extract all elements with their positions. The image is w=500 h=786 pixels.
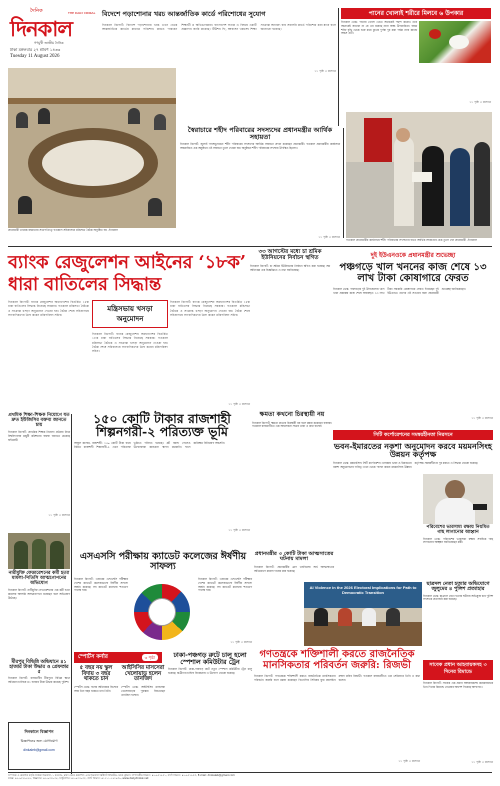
panchagarh-body: দিনকাল ডেস্ক: পঞ্চগড়ের দুই উপজেলায় খাল খনন প্রকল্পের কাজ শেষে অব্যবহৃত ১৩ লাখ টাকা সরকারি কোষাগারে ফেরত দিয়েছেন দুই ইউএনও। তাদের এই সততার জন্য প্রধানমন্ত্রী শুভেচ্ছা জানিয়েছেন। [333,287,466,295]
footer [8,774,492,786]
hajj-headline[interactable]: প্রধানমন্ত্রীর ৩ কোটি টাকা আত্মসাতের ঘটনায় মামলা [254,551,334,563]
mobile-story-headline[interactable]: ৩৩ আগস্টের মধ্যে চা শ্রমিক ইউনিয়নের নির্বাচন স্থগিত [258,249,322,261]
city-body: দিনকাল ডেস্ক: ময়মনসিংহ সিটি কর্পোরেশন এলাকায় ভবন ও ইমারতের নকশা অনুমোদনের দায়িত্ব এখন থেকে পালন করবে ময়মনসিংহ উন্নয়ন কর্তৃপক্ষ। সমন্বয়হীনতা দূর করতে এ সিদ্ধান্ত নেওয়া হয়েছে। [333,460,478,469]
cabinet-meeting-photo [8,68,176,228]
seminar-photo [304,582,422,646]
bank-story-subbox-text: মন্ত্রিসভায় খসড়া অনুমোদন [107,304,153,323]
minister-headline[interactable]: পরিবেশের ভারসাম্য রক্ষায় নিয়মিত গাছ লাগানোর আহ্বান [426,525,490,535]
horizontal-rule [8,246,492,247]
left-bottom-headline[interactable]: নারীমুক্তি ফেডারেশনের কর্মী হত্যা মামলা-পিতিসি আত্মগোপনের অভিযোগ [8,571,70,586]
sports-mid-body: স্পোর্টস ডেস্ক: আইসিসির মাসসেরা খেলোয়াড়ের পুরস্কার জিতেছেন তানজিদ হাসান। [121,685,165,697]
ad-box[interactable] [8,722,70,770]
right-bottom-continued[interactable]: ১১ পৃষ্ঠা ৩ কলামে [471,760,493,764]
left-col-headline[interactable]: প্রথমিক শিক্ষা-শিক্ষক নিয়োগে যত দ্রুত ইউজিসির বক্তব্য জানতে চায় [8,413,70,428]
sidebar-top-banner-text[interactable]: পানের খোলাই শরীরে মিলবে ৬ উপকার [368,10,464,17]
sidebar-top-continued[interactable]: ১১ পৃষ্ঠা ৩ কলামে [469,100,491,104]
ad-line2: বিজ্ঞাপনের জন্য যোগাযোগ [20,739,58,743]
bank-story-continued[interactable]: ১১ পৃষ্ঠা ৩ কলামে [228,402,250,406]
minister-body: দিনকাল ডেস্ক: পরিবেশের ভারসাম্য রক্ষায় সবাইকে গাছ লাগানোর আহ্বান জানিয়েছেন মন্ত্রী। [423,536,493,545]
power-story [252,412,332,550]
mobile-story-body: দিনকাল রিপোর্ট: চা শ্রমিক ইউনিয়নের নির্বাচন স্থগিত করা হয়েছে। শ্রম অধিদপ্তর এক বিজ্ঞপ্তিতে এ তথ্য জানিয়েছে। [250,263,330,272]
sports-left-story [74,666,118,770]
sports-left-body: স্পোর্টস ডেস্ক: দলের অধিনায়ক হিসেবে আর তিন বছর থাকতে চান তিনি। [74,685,118,693]
rajshahi-continued[interactable]: ১১ পৃষ্ঠা ৩ কলামে [228,528,250,533]
rajshahi-story [74,412,250,550]
bangla-date: ঢাকা মঙ্গলবার ২৭ শ্রাবণ ১৪৩৩ [10,47,61,52]
ssc-body-left: দিনকাল রিপোর্ট: এবারের এসএসসি পরীক্ষায় দেশের ক্যাডেট কলেজগুলো ঈর্ষণীয় সাফল্য অর্জন করেছে। সব ক্যাডেট কলেজে শতভাগ পাসের হার। [74,577,128,593]
aid-story [180,127,340,239]
city-banner-text: সিটি কর্পোরেশনের সমন্বয়হীনতা নিরসনে [373,432,453,438]
logo-english: THE DAILY DINKAL [68,11,96,15]
minister-photo [423,474,493,524]
panchagarh-story [333,250,493,426]
aid-story-headline[interactable]: স্বৈরাচারে শহীদ পরিবারের সদস্যদের প্রধানমন্ত্রীর আর্থিক সহায়তা [187,126,333,141]
city-headline[interactable]: ভবন-ইমারতের নকশা অনুমোদন করবে ময়মনসিংহ উন্নয়ন কর্তৃপক্ষ [334,441,492,460]
army-photo [8,533,70,569]
panchagarh-continued[interactable]: ১১ পৃষ্ঠা ৩ কলামে [471,416,493,420]
sidebar-top-banner [341,8,491,19]
rajshahi-headline[interactable]: ১৫০ কোটি টাকার রাজশাহী শিল্পনগরী-২ পরিত্যক্ত ভূমি [93,411,231,440]
train-headline[interactable]: ঢাকা-পঞ্চগড় রুটে চালু হলো স্পেশাল কমিউটার ট্রেন [173,651,247,666]
election-headline[interactable]: গণতন্ত্রকে শক্তিশালী করতে রাজনৈতিক মানসিকতার পরিবর্তন জরুরি: রিজভী [259,649,415,671]
top-story-continued[interactable]: ১১ পৃষ্ঠা ৩ কলামে [314,69,336,73]
logo: দিনকাল [10,16,73,41]
tagline: গণমুখী জাতীয় দৈনিক [34,41,64,45]
food-photo [419,21,491,63]
right-mid-story [423,582,493,656]
footer-line2: ফ্যাক্স: ০২-৯৫৭৮৪২৪, বিজ্ঞাপন: ০২-৯৫৭৮৫৪, সার্কুলেশন: ০২-৯৫৭৮৫৫, বার্তা বিভাগ: ০১৭১১-১৬৭৮৩৯, www.dailydinkal.net [8,777,149,781]
mobile-story [250,250,330,412]
sports-mid-headline[interactable]: আইসিসির মাসসেরা খেলোয়াড় হলেন তানজিদ [121,665,165,683]
left-col-body: দিনকাল রিপোর্ট: প্রাথমিক শিক্ষক নিয়োগ প্রক্রিয়া নিয়ে বিশ্ববিদ্যালয় মঞ্জুরী কমিশনের বক্তব্য জানতে চেয়েছে হাইকোর্ট। [8,430,70,443]
cadet-emblem [130,580,194,642]
pm-aid-photo [346,112,492,238]
ssc-continued[interactable]: ১১ পৃষ্ঠা ৩ কলামে [230,640,252,644]
sports-badge[interactable]: ৩ পৃষ্ঠা [142,654,158,661]
aid-story-body: দিনকাল রিপোর্ট: জুলাই গণঅভ্যুত্থানে শহীদ পরিবারের সদস্যদের আর্থিক সহায়তা প্রদান করেছেন প্রধানমন্ত্রী। গতকাল প্রধানমন্ত্রীর কার্যালয়ে আয়োজিত এক অনুষ্ঠানে এই সহায়তা তুলে দেওয়া হয়। অনুষ্ঠানে শহীদ পরিবারের সদস্যরা উপস্থিত ছিলেন। [180,141,340,150]
train-body: দিনকাল রিপোর্ট: ঢাকা-পঞ্চগড় রুটে নতুন স্পেশাল কমিউটার ট্রেন চালু হয়েছে। যাত্রীদের চাহিদা বিবেচনায় এ উদ্যোগ নেওয়া হয়েছে। [168,667,252,676]
aid-story-continued[interactable]: ১১ পৃষ্ঠা ৩ কলামে [318,234,340,239]
top-story-headline[interactable]: বিদেশে পড়াশোনার খরচ আন্তর্জাতিক কার্ডে পরিশোধের সুযোগ [102,10,266,18]
sports-label[interactable]: স্পোর্টস কর্নার [78,654,108,660]
bank-story-headline-text[interactable]: ব্যাংক রেজুলেশন আইনের ‘১৮ক’ ধারা বাতিলের সিদ্ধান্ত [8,252,246,295]
hajj-body: দিনকাল রিপোর্ট: প্রধানমন্ত্রীর ত্রাণ তহবিলের অর্থ আত্মসাতের অভিযোগে মামলা দায়ের করা হয়েছে। [254,564,334,573]
top-story [102,8,336,73]
sidebar-top-body: দিনকাল ডেস্ক: পানের খোলা খেতে অনেকেই পছন্দ করেন। তবে অনেকেই জানেন না যে এর রয়েছে নানা স্বাস্থ্য উপকারিতা। হজম শক্তি বৃদ্ধি থেকে শুরু করে মুখের দুর্গন্ধ দূর করা পর্যন্ত নানা কাজে আসে এটি। [341,20,417,36]
left-col-story [8,414,70,532]
mirpur-story [8,660,70,720]
photo-caption-right: গতকাল প্রধানমন্ত্রীর কার্যালয়ে শহীদ পরিবারের সদস্যদের হাতে আর্থিক সহায়তার চেক তুলে দেন প্রধানমন্ত্রী -দিনকাল [346,238,477,242]
ad-email[interactable]: dinkaleb@gmail.com [23,748,55,752]
english-date: Tuesday 11 August 2026 [10,54,60,59]
ad-line1: দিনকালে বিজ্ঞাপন [24,729,54,734]
right-mid-headline[interactable]: ছাত্রদল নেতা হত্যার অভিযোগে জুলুমের ৪ পুলিশ প্রত্যাহার [426,581,490,593]
election-continued[interactable]: ১১ পৃষ্ঠা ৩ কলামে [398,759,420,763]
right-bottom-body: দিনকাল রিপোর্ট: সাবেক এক প্রধান আহবায়কসহ কয়েকজনকে তিন দিনের রিমান্ডে নেওয়ার আদেশ দিয়েছে আদালত। [423,681,493,689]
sports-strip [74,652,162,663]
power-headline[interactable]: ক্ষমতা কখনো চিরস্থায়ী নয় [259,411,325,418]
masthead [10,8,102,68]
bank-story-body-2: দিনকাল রিপোর্ট: ব্যাংক রেজুলেশন অধ্যাদেশের বিতর্কিত ১৮ক ধারা বাতিলের সিদ্ধান্ত নিয়েছে সরকার। গতকাল মন্ত্রিসভা বৈঠকে এ সংক্রান্ত খসড়া অনুমোদন দেওয়া হয়। বৈঠক শেষে সচিবালয়ে সাংবাদিকদের ব্রিফ করেন মন্ত্রিপরিষদ সচিব। [92,332,168,354]
power-body: দিনকাল রিপোর্ট: ক্ষমতা কখনো চিরস্থায়ী নয় বলে মন্তব্য করেছেন বক্তারা। গতকাল রাজধানীতে এক আলোচনা সভায় তারা এ কথা বলেন। [252,420,332,429]
seminar-screen-text: AI Violence in the 2026 Electoral Implications for Path to Democratic Transition [309,585,417,595]
right-bottom-banner [423,660,493,680]
logo-small: দৈনিক [30,8,43,14]
sports-mid-story [121,666,165,770]
top-story-body: দিনকাল রিপোর্ট: বিদেশে পড়াশোনার খরচ এখন থেকে আন্তর্জাতিক কার্ডের মাধ্যমে পরিশোধ করতে পারবেন শিক্ষার্থী ও অভিভাবকরা। বাংলাদেশ ব্যাংক এ বিষয়ে একটি প্রজ্ঞাপন জারি করেছে। টিউশন ফি, আবাসন খরচসহ শিক্ষা সংক্রান্ত অন্যান্য ব্যয় সরাসরি কার্ডে পরিশোধ করা যাবে বলে জানানো হয়েছে। [102,23,336,32]
left-bottom-body: দিনকাল রিপোর্ট: নারীমুক্তি ফেডারেশনের এক কর্মী হত্যা মামলার আসামি আত্মগোপনে রয়েছেন বলে অভিযোগ উঠেছে। [8,588,70,601]
footer-line1: সম্পাদক ও প্রকাশক কর্তৃক দৈনিক দিনকাল, ১ বনগ্রাম, ঢাকা থেকে প্রকাশিত এবং দিনকাল প্রিন্টার্স লিমিটেড থেকে মুদ্রিত। সম্পাদকীয় বিভাগ: ০২-৯৫৭৮৫১, বার্তা বিভাগ: ০২-৯৫৭৮৫৩, E-mail: dinkaleb@gmail.com [8,774,235,777]
ssc-body-right: দিনকাল রিপোর্ট: এবারের এসএসসি পরীক্ষায় দেশের ক্যাডেট কলেজগুলো ঈর্ষণীয় সাফল্য অর্জন করেছে। সব ক্যাডেট কলেজে শতভাগ পাসের হার। [198,577,252,593]
election-body: দিনকাল রিপোর্ট: গণতন্ত্রকে শক্তিশালী করতে রাজনৈতিক মানসিকতার পরিবর্তন জরুরি বলে মন্তব্য করেছেন বিএনপির সিনিয়র যুগ্ম মহাসচিব রুহুল কবির রিজভী। গতকাল রাজধানীতে এক সেমিনারে তিনি এ কথা বলেন। [254,674,420,682]
sports-left-headline[interactable]: ৫ বছর নয় স্কুল বিদায় ৩ বছর থাকতে চান [79,665,113,683]
rajshahi-body: আবুল কালাম, রাজশাহী: ১৫০ কোটি টাকা ব্যয়ে নির্মিত রাজশাহী শিল্পনগরী-২ এখন পরিত্যক্ত ভূমিতে পরিণত হয়েছে। প্লট বরাদ্দ পেলেও উদ্যোক্তারা কারখানা স্থাপন করেননি। ফলে কাঙ্ক্ষিত বিনিয়োগ আসেনি। [74,441,225,450]
minister-story [423,526,493,580]
ssc-headline[interactable]: এসএসসি পরীক্ষায় ক্যাডেট কলেজের ঈর্ষণীয় সাফল্য [79,551,247,572]
photo-caption-left: প্রধানমন্ত্রী তারেক রহমানের সভাপতিত্বে গতকাল সচিবালয়ে মন্ত্রিসভা বৈঠক অনুষ্ঠিত হয় -দিনকাল [8,228,118,232]
column-rule [338,8,339,126]
column-rule [71,414,72,774]
election-story [254,650,420,770]
panchagarh-headline[interactable]: পঞ্চগড়ে খাল খননের কাজ শেষে ১৩ লাখ টাকা কোষাগারে ফেরত [339,262,487,284]
left-col-continued[interactable]: ১১ পৃষ্ঠা ৩ কলামে [48,513,70,518]
right-bottom-banner-text[interactable]: সাবেক প্রধান আহবায়কসহ ৩ দিনের রিমান্ডে [429,662,487,675]
city-banner [333,430,493,440]
right-mid-body: দিনকাল ডেস্ক: ছাত্রদল নেতা হত্যার ঘটনায় অভিযুক্ত চার পুলিশ সদস্যকে প্রত্যাহার করা হয়েছে। [423,593,493,602]
right-bottom-story [423,682,493,770]
bank-story-subbox [92,300,168,328]
bank-story-body-3: দিনকাল রিপোর্ট: ব্যাংক রেজুলেশন অধ্যাদেশের বিতর্কিত ১৮ক ধারা বাতিলের সিদ্ধান্ত নিয়েছে সরকার। গতকাল মন্ত্রিসভা বৈঠকে এ সংক্রান্ত খসড়া অনুমোদন দেওয়া হয়। বৈঠক শেষে সচিবালয়ে সাংবাদিকদের ব্রিফ করেন মন্ত্রিপরিষদ সচিব। [170,300,250,317]
bank-story-body: দিনকাল রিপোর্ট: ব্যাংক রেজুলেশন অধ্যাদেশের বিতর্কিত ১৮ক ধারা বাতিলের সিদ্ধান্ত নিয়েছে সরকার। গতকাল মন্ত্রিসভা বৈঠকে এ সংক্রান্ত খসড়া অনুমোদন দেওয়া হয়। বৈঠক শেষে সচিবালয়ে সাংবাদিকদের ব্রিফ করেন মন্ত্রিপরিষদ সচিব। [8,300,89,317]
left-bottom-story [8,572,70,658]
column-rule [343,128,344,238]
mirpur-body: দিনকাল রিপোর্ট: রাজধানীর মীরপুরে বিভিন্ন স্থানে অভিযান চালিয়ে ৪১ হাজার টাকা উদ্ধার করেছে পুলিশ। [8,676,70,684]
mirpur-headline[interactable]: মীরপুর বিভিন্নি অভিযানে ৪১ হাজার টাকা উদ্ধার ও গ্রেফতার ৫ [9,659,69,676]
train-story [168,652,252,770]
panchagarh-kicker: দুই ইউএনওকে প্রধানমন্ত্রীর শুভেচ্ছা [370,252,456,259]
bank-story-headline [8,252,246,296]
footer-rule [8,772,492,773]
